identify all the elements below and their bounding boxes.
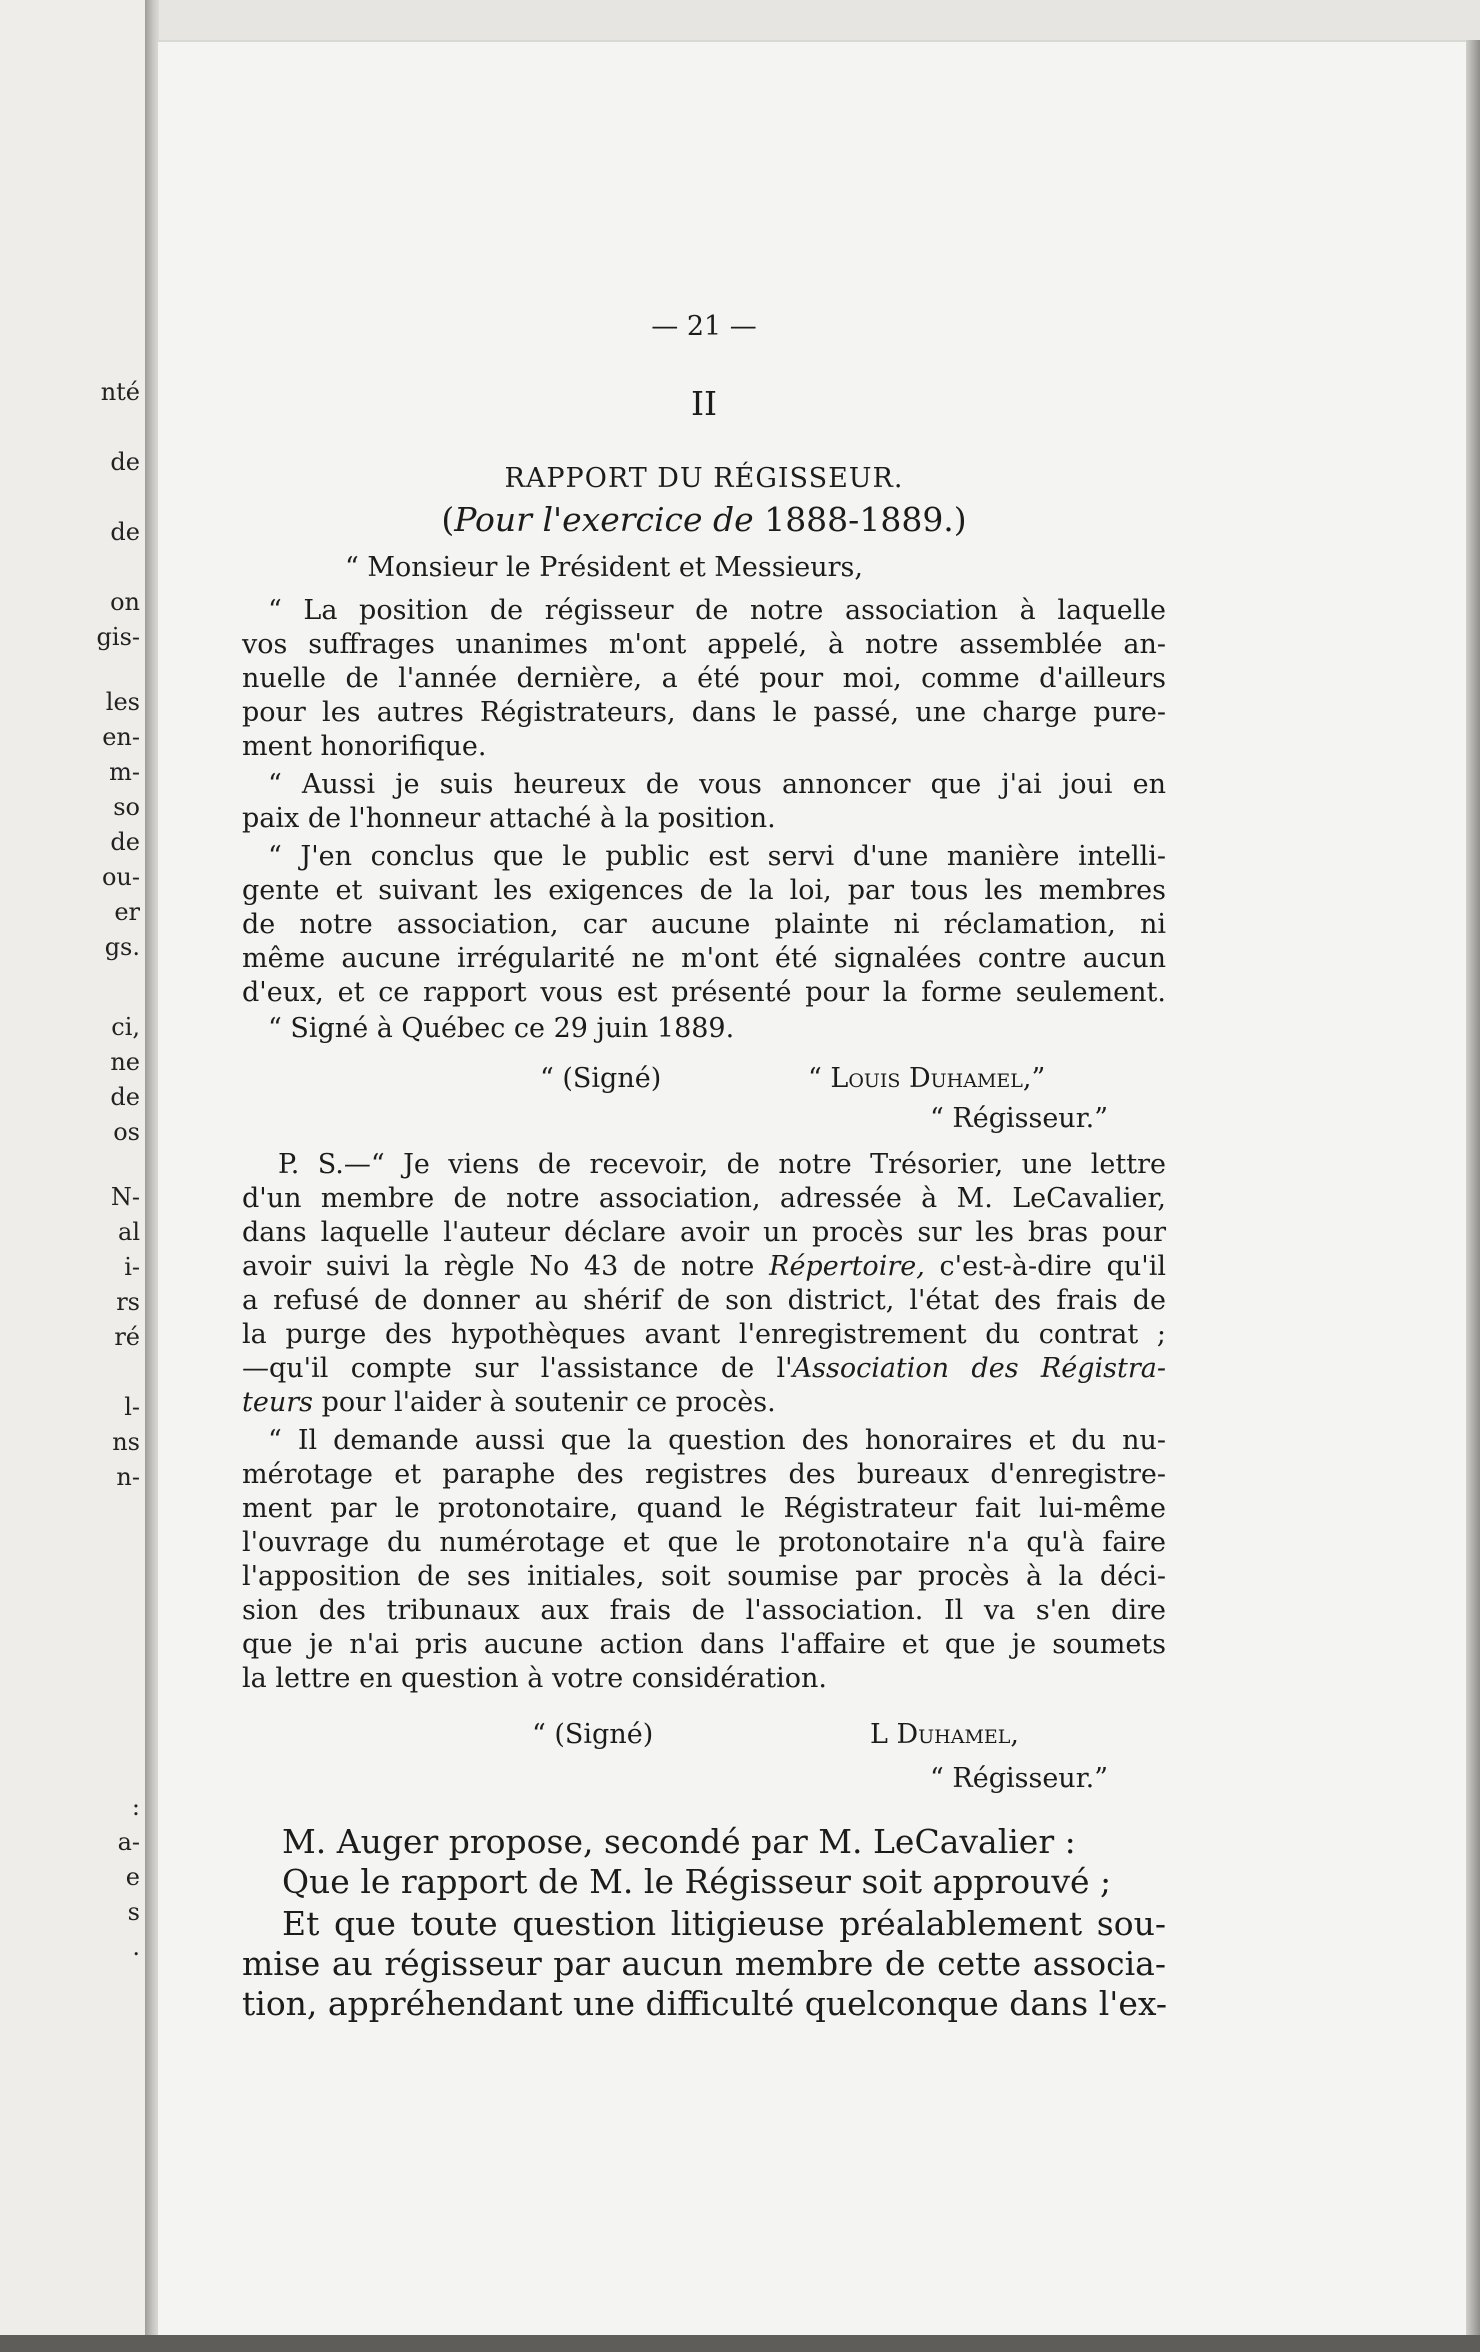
motion-line: M. Auger propose, secondé par M. LeCavalier : xyxy=(282,1822,1076,1861)
ps-para2-line: sion des tribunaux aux frais de l'association. Il va s'en dire xyxy=(242,1595,1166,1626)
signature-label: “ (Signé) xyxy=(540,1063,662,1094)
ps-line: a refusé de donner au shérif de son district, l'état des frais de xyxy=(242,1285,1166,1316)
ps-para2-line: l'apposition de ses initiales, soit soumise par procès à la déci- xyxy=(242,1561,1166,1592)
ps-line: avoir suivi la règle No 43 de notre Répertoire, c'est-à-dire qu'il xyxy=(242,1251,1166,1282)
left-page-text-fragment: . xyxy=(132,1933,140,1961)
signature-label: “ (Signé) xyxy=(532,1719,654,1750)
left-page-text-fragment: ne xyxy=(110,1048,140,1076)
book-gutter xyxy=(145,0,159,2352)
left-page-text-fragment: al xyxy=(118,1218,140,1246)
left-page-text-fragment: n- xyxy=(116,1463,140,1491)
ps-line: la purge des hypothèques avant l'enregistrement du contrat ; xyxy=(242,1319,1166,1350)
report-para1-line: ment honorifique. xyxy=(242,731,487,762)
report-para1-line: vos suffrages unanimes m'ont appelé, à notre assemblée an- xyxy=(242,629,1166,660)
report-para3-line: même aucune irrégularité ne m'ont été signalées contre aucun xyxy=(242,943,1166,974)
page-edge xyxy=(1466,40,1480,2340)
ps-line: P. S.—“ Je viens de recevoir, de notre Trésorier, une lettre xyxy=(278,1149,1166,1180)
ps-line: teurs pour l'aider à soutenir ce procès. xyxy=(242,1387,776,1418)
left-page-text-fragment: os xyxy=(113,1118,140,1146)
left-page-text-fragment: e xyxy=(125,1863,140,1891)
motion-line: Que le rapport de M. le Régisseur soit approuvé ; xyxy=(282,1862,1112,1901)
signature-name: L Duhamel, xyxy=(870,1719,1019,1750)
left-page-text-fragment: a- xyxy=(117,1828,140,1856)
motion-line: mise au régisseur par aucun membre de cette associa- xyxy=(242,1944,1166,1983)
left-page-text-fragment: nté xyxy=(100,378,140,406)
left-page-text-fragment: les xyxy=(105,688,140,716)
ps-para2-line: ment par le protonotaire, quand le Régistrateur fait lui-même xyxy=(242,1493,1166,1524)
signed-place-date: “ Signé à Québec ce 29 juin 1889. xyxy=(268,1013,735,1044)
left-page-text-fragment: s xyxy=(127,1898,140,1926)
left-page-text-fragment: ré xyxy=(114,1323,140,1351)
report-subtitle: (Pour l'exercice de 1888-1889.) xyxy=(441,500,967,539)
left-page-text-fragment: ou- xyxy=(101,863,140,891)
ps-para2-line: mérotage et paraphe des registres des bureaux d'enregistre- xyxy=(242,1459,1166,1490)
scan-bottom-edge xyxy=(0,2335,1480,2352)
salutation: “ Monsieur le Président et Messieurs, xyxy=(345,552,863,583)
left-page-text-fragment: en- xyxy=(102,723,140,751)
page-number: — 21 — xyxy=(651,311,757,342)
left-page-text-fragment: ns xyxy=(112,1428,140,1456)
left-page-text-fragment: so xyxy=(113,793,140,821)
left-page-text-fragment: l- xyxy=(124,1393,140,1421)
report-para3-line: gente et suivant les exigences de la loi, par tous les membres xyxy=(242,875,1166,906)
report-para3-line: de notre association, car aucune plainte ni réclamation, ni xyxy=(242,909,1166,940)
report-para3-line: d'eux, et ce rapport vous est présenté pour la forme seulement. xyxy=(242,977,1166,1008)
left-page-text-fragment: de xyxy=(110,518,140,546)
report-title: RAPPORT DU RÉGISSEUR. xyxy=(504,463,904,494)
ps-line: dans laquelle l'auteur déclare avoir un procès sur les bras pour xyxy=(242,1217,1166,1248)
signature-role: “ Régisseur.” xyxy=(930,1763,1109,1794)
left-page-text-fragment: er xyxy=(114,898,140,926)
left-page-fragment xyxy=(0,0,150,2352)
section-number: II xyxy=(690,384,718,423)
left-page-text-fragment: m- xyxy=(109,758,140,786)
ps-para2-line: la lettre en question à votre considération. xyxy=(242,1663,828,1694)
motion-line: Et que toute question litigieuse préalablement sou- xyxy=(282,1904,1166,1943)
signature-role: “ Régisseur.” xyxy=(930,1103,1109,1134)
left-page-text-fragment: gs. xyxy=(104,933,140,961)
left-page-text-fragment: i- xyxy=(124,1253,140,1281)
ps-line: d'un membre de notre association, adressée à M. LeCavalier, xyxy=(242,1183,1166,1214)
signature-name: “ Louis Duhamel,” xyxy=(808,1063,1046,1094)
report-para3-line: “ J'en conclus que le public est servi d'une manière intelli- xyxy=(268,841,1166,872)
left-page-text-fragment: ci, xyxy=(111,1013,140,1041)
left-page-text-fragment: de xyxy=(110,828,140,856)
report-para2-line: “ Aussi je suis heureux de vous annoncer que j'ai joui en xyxy=(268,769,1166,800)
left-page-text-fragment: on xyxy=(110,588,140,616)
motion-line: tion, appréhendant une difficulté quelconque dans l'ex- xyxy=(242,1984,1168,2023)
ps-para2-line: “ Il demande aussi que la question des honoraires et du nu- xyxy=(268,1425,1166,1456)
report-para1-line: nuelle de l'année dernière, a été pour moi, comme d'ailleurs xyxy=(242,663,1166,694)
left-page-text-fragment: de xyxy=(110,1083,140,1111)
left-page-text-fragment: rs xyxy=(116,1288,140,1316)
ps-line: —qu'il compte sur l'assistance de l'Association des Régistra- xyxy=(242,1353,1166,1384)
report-para2-line: paix de l'honneur attaché à la position. xyxy=(242,803,776,834)
left-page-text-fragment: gis- xyxy=(96,623,140,651)
ps-para2-line: que je n'ai pris aucune action dans l'affaire et que je soumets xyxy=(242,1629,1166,1660)
ps-para2-line: l'ouvrage du numérotage et que le protonotaire n'a qu'à faire xyxy=(242,1527,1166,1558)
report-para1-line: “ La position de régisseur de notre association à laquelle xyxy=(268,595,1166,626)
report-para1-line: pour les autres Régistrateurs, dans le passé, une charge pure- xyxy=(242,697,1166,728)
left-page-text-fragment: : xyxy=(131,1793,140,1821)
left-page-text-fragment: N- xyxy=(110,1183,140,1211)
left-page-text-fragment: de xyxy=(110,448,140,476)
